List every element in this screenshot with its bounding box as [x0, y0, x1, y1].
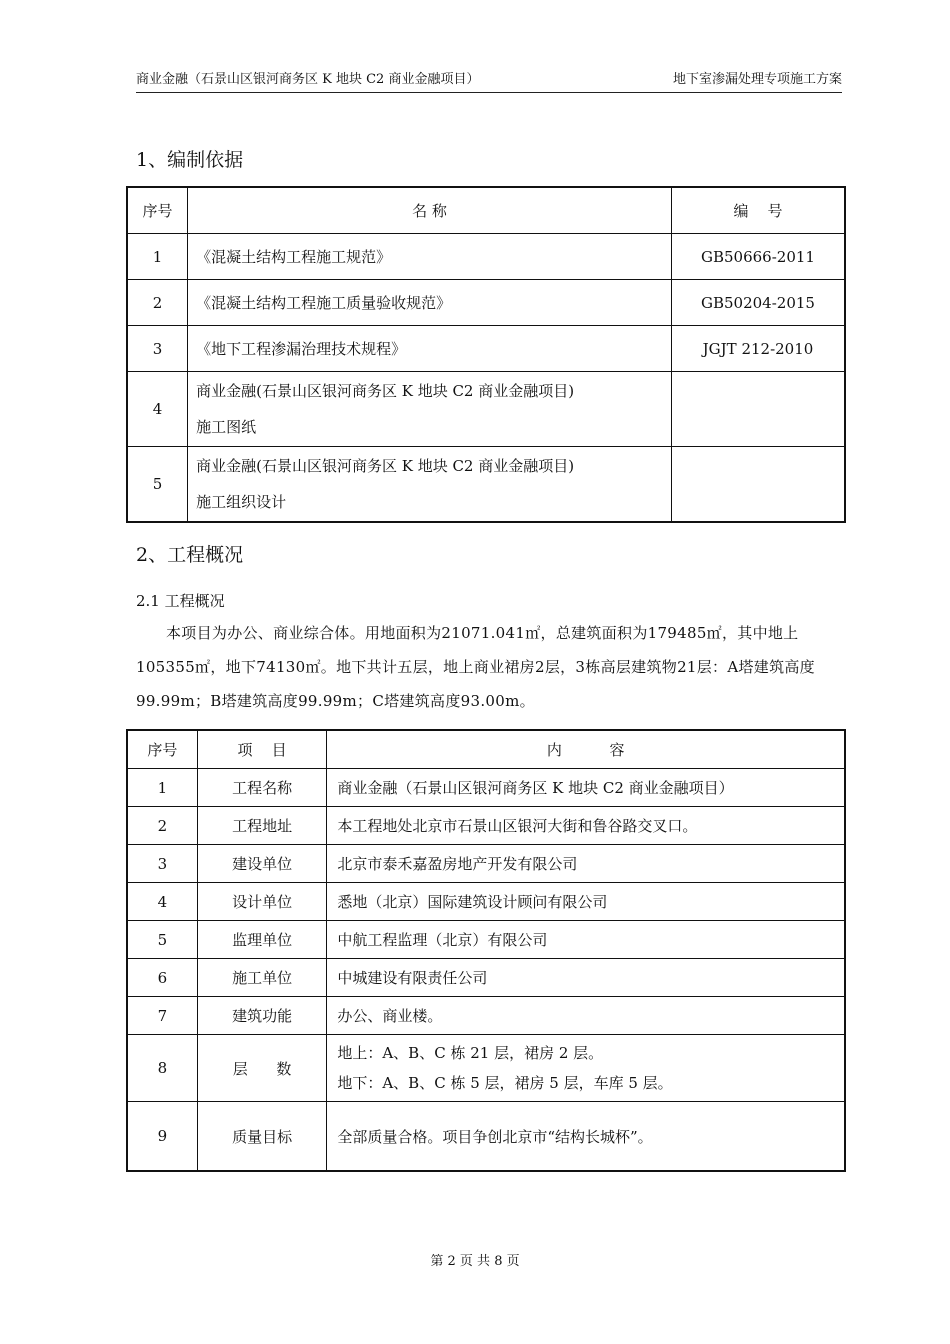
row-content: 中城建设有限责任公司: [327, 959, 845, 997]
row-no: 5: [127, 921, 197, 959]
row-item: 层 数: [197, 1035, 327, 1102]
row-item: 建设单位: [197, 845, 327, 883]
row-no: 1: [127, 234, 188, 280]
row-no: 7: [127, 997, 197, 1035]
row-content-line1: 地上：A、B、C 栋 21 层，裙房 2 层。: [337, 1044, 604, 1062]
table-header-row: [127, 187, 845, 234]
row-content: 商业金融（石景山区银河商务区 K 地块 C2 商业金融项目）: [327, 769, 845, 807]
section2-title: 2、工程概况: [136, 544, 244, 566]
table-row: [127, 997, 845, 1035]
row-name: 《混凝土结构工程施工规范》: [188, 234, 672, 280]
row-code: JGJT 212-2010: [671, 326, 845, 372]
section1-title: 1、编制依据: [136, 149, 244, 171]
row-item: 质量目标: [197, 1102, 327, 1172]
row-no: 3: [127, 326, 188, 372]
row-content: [327, 1035, 845, 1102]
row-code: [671, 447, 845, 523]
row-no: 2: [127, 807, 197, 845]
row-name-line1: 商业金融(石景山区银河商务区 K 地块 C2 商业金融项目): [196, 457, 575, 475]
table-row: [127, 959, 845, 997]
table-row: [127, 372, 845, 447]
table-header-row: [127, 730, 845, 769]
table-row: [127, 280, 845, 326]
row-no: 1: [127, 769, 197, 807]
table-row: [127, 883, 845, 921]
col-header-name: 名 称: [188, 187, 672, 234]
row-name-line1: 商业金融(石景山区银河商务区 K 地块 C2 商业金融项目): [196, 382, 575, 400]
row-no: 5: [127, 447, 188, 523]
col-header-code: 编 号: [671, 187, 845, 234]
row-name: 《地下工程渗漏治理技术规程》: [188, 326, 672, 372]
page-number: 第 2 页 共 8 页: [430, 1254, 520, 1269]
row-no: 6: [127, 959, 197, 997]
table-row: [127, 234, 845, 280]
table-row: [127, 769, 845, 807]
row-name: [188, 447, 672, 523]
row-item: 监理单位: [197, 921, 327, 959]
table-row: [127, 807, 845, 845]
row-no: 4: [127, 883, 197, 921]
row-content: 全部质量合格。项目争创北京市“结构长城杯”。: [327, 1102, 845, 1172]
overview-table: [126, 729, 846, 1172]
row-content: 悉地（北京）国际建筑设计顾问有限公司: [327, 883, 845, 921]
col-header-content: 内 容: [327, 730, 845, 769]
col-header-no: 序号: [127, 730, 197, 769]
row-item: 设计单位: [197, 883, 327, 921]
row-content-line2: 地下：A、B、C 栋 5 层，裙房 5 层，车库 5 层。: [337, 1074, 673, 1092]
col-header-item: 项 目: [197, 730, 327, 769]
overview-paragraph: 本项目为办公、商业综合体。用地面积为21071.041㎡，总建筑面积为179485㎡，其中地上105355㎡，地下74130㎡。地下共计五层，地上商业裙房2层，3栋高层建筑物21层：A塔建筑高度99.99m；B塔建筑高度99.99m；C塔建筑高度93.00m。: [136, 624, 815, 710]
col-header-no: 序号: [127, 187, 188, 234]
row-content: 办公、商业楼。: [327, 997, 845, 1035]
header-project-name: 商业金融（石景山区银河商务区 K 地块 C2 商业金融项目）: [136, 72, 480, 87]
row-item: 建筑功能: [197, 997, 327, 1035]
table-row: [127, 921, 845, 959]
row-no: 3: [127, 845, 197, 883]
row-no: 8: [127, 1035, 197, 1102]
header-document-title: 地下室渗漏处理专项施工方案: [672, 72, 842, 87]
table-row: [127, 447, 845, 523]
row-item: 施工单位: [197, 959, 327, 997]
row-item: 工程名称: [197, 769, 327, 807]
table-row: [127, 326, 845, 372]
row-name-line2: 施工组织设计: [196, 493, 287, 511]
section2-subtitle: 2.1 工程概况: [136, 592, 225, 610]
row-code: GB50666-2011: [671, 234, 845, 280]
row-no: 2: [127, 280, 188, 326]
row-content: 中航工程监理（北京）有限公司: [327, 921, 845, 959]
row-no: 9: [127, 1102, 197, 1172]
row-name: [188, 372, 672, 447]
page-header: [136, 72, 842, 93]
basis-table: [126, 186, 846, 523]
row-item: 工程地址: [197, 807, 327, 845]
row-code: GB50204-2015: [671, 280, 845, 326]
row-name: 《混凝土结构工程施工质量验收规范》: [188, 280, 672, 326]
row-no: 4: [127, 372, 188, 447]
row-code: [671, 372, 845, 447]
table-row: [127, 1102, 845, 1172]
table-row: [127, 1035, 845, 1102]
row-content: 本工程地处北京市石景山区银河大街和鲁谷路交叉口。: [327, 807, 845, 845]
row-content: 北京市泰禾嘉盈房地产开发有限公司: [327, 845, 845, 883]
row-name-line2: 施工图纸: [196, 418, 257, 436]
table-row: [127, 845, 845, 883]
